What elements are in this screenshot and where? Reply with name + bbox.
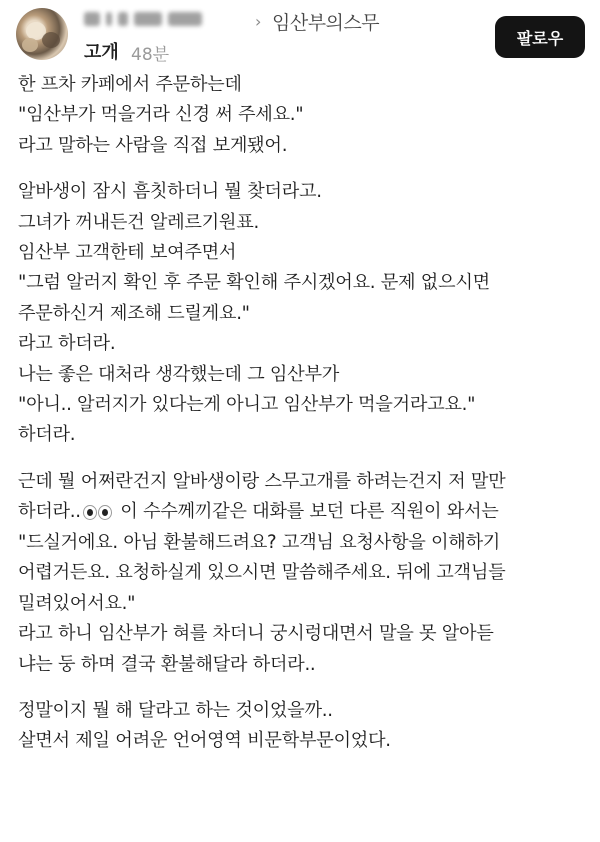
eyes-emoji-icon bbox=[83, 497, 113, 527]
post-line-start: 하더라.. bbox=[18, 501, 81, 523]
post-line: 근데 뭘 어쩌란건지 알바생이랑 스무고개를 하려는건지 저 말만 bbox=[18, 470, 506, 492]
post-line: 라고 하더라. bbox=[18, 333, 116, 355]
follow-button[interactable]: 팔로우 bbox=[495, 16, 585, 58]
post-line: 임산부 고객한테 보여주면서 bbox=[18, 242, 237, 264]
post-header bbox=[0, 0, 600, 70]
post-line: 살면서 제일 어려운 언어영역 비문학부문이었다. bbox=[18, 730, 391, 752]
post-line: 그녀가 꺼내든건 알레르기원표. bbox=[18, 211, 259, 233]
chevron-right-icon: › bbox=[255, 12, 262, 31]
post-line: 나는 좋은 대처라 생각했는데 그 임산부가 bbox=[18, 363, 339, 385]
post-line: "그럼 알러지 확인 후 주문 확인해 주시겠어요. 문제 없으시면 bbox=[18, 272, 490, 294]
post-line-with-emoji bbox=[18, 497, 588, 528]
post-line: "드실거에요. 아님 환불해드려요? 고객님 요청사항을 이해하기 bbox=[18, 531, 501, 553]
post-line: "임산부가 먹을거라 신경 써 주세요." bbox=[18, 104, 304, 126]
post-line: 알바생이 잠시 흠칫하더니 뭘 찾더라고. bbox=[18, 181, 322, 203]
post-body bbox=[18, 70, 588, 773]
post-line: 냐는 둥 하며 결국 환불해달라 하더라.. bbox=[18, 653, 316, 675]
author-avatar[interactable] bbox=[16, 8, 68, 60]
author-name[interactable]: 고개 bbox=[84, 42, 119, 63]
paragraph-1 bbox=[18, 70, 588, 161]
post-line: 하더라. bbox=[18, 424, 76, 446]
community-link[interactable]: 임산부의스무 bbox=[272, 12, 380, 34]
blurred-username bbox=[84, 12, 202, 26]
post-time: 48분 bbox=[131, 45, 170, 65]
post-line: 라고 하니 임산부가 혀를 차더니 궁시렁대면서 말을 못 알아듣 bbox=[18, 623, 494, 645]
post-line: 정말이지 뭘 해 달라고 하는 것이었을까.. bbox=[18, 699, 333, 721]
post-line-end: 이 수수께끼같은 대화를 보던 다른 직원이 와서는 bbox=[120, 501, 499, 523]
post-line: 라고 말하는 사람을 직접 보게됐어. bbox=[18, 134, 288, 156]
post-line: 주문하신거 제조해 드릴게요." bbox=[18, 302, 250, 324]
post-line: 한 프차 카페에서 주문하는데 bbox=[18, 74, 242, 95]
post-line: "아니.. 알러지가 있다는게 아니고 임산부가 먹을거라고요." bbox=[18, 394, 476, 416]
paragraph-4 bbox=[18, 696, 588, 757]
paragraph-2 bbox=[18, 177, 588, 451]
paragraph-3 bbox=[18, 467, 588, 680]
post-line: 어렵거든요. 요청하실게 있으시면 말씀해주세요. 뒤에 고객님들 bbox=[18, 562, 506, 584]
post-line: 밀려있어서요." bbox=[18, 592, 136, 614]
